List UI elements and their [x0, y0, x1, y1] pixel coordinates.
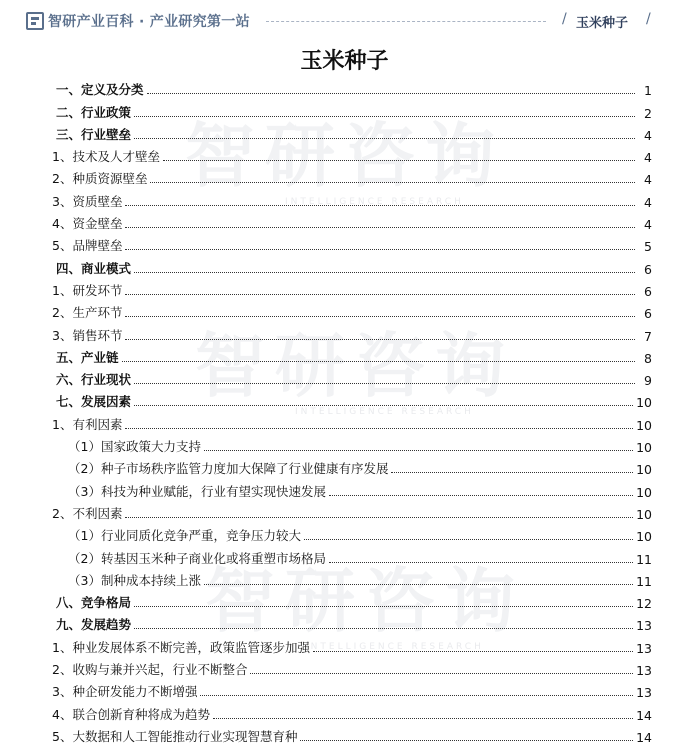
- watermark: 智研咨询 INTELLIGENCE RESEARCH: [185, 115, 505, 207]
- brand-logo-icon: [26, 12, 44, 30]
- toc-dot-leader: [304, 539, 633, 540]
- document-tag: 玉米种子: [576, 16, 629, 31]
- toc-entry[interactable]: [52, 611, 652, 633]
- toc-page-number: 6: [644, 306, 652, 322]
- toc-dot-leader: [125, 316, 635, 317]
- toc-entry[interactable]: [52, 433, 652, 455]
- toc-dot-leader: [134, 628, 633, 629]
- toc-dot-leader: [204, 584, 633, 585]
- toc-entry[interactable]: [52, 366, 652, 388]
- toc-entry-label: 2、种质资源壁垒: [52, 171, 148, 187]
- toc-dot-leader: [134, 383, 635, 384]
- toc-entry[interactable]: [52, 165, 652, 187]
- toc-dot-leader: [329, 495, 633, 496]
- toc-entry[interactable]: [52, 121, 652, 143]
- toc-entry-label: 1、种业发展体系不断完善，政策监管逐步加强: [52, 639, 310, 655]
- toc-dot-leader: [200, 695, 633, 696]
- toc-page-number: 14: [636, 729, 652, 745]
- toc-entry-label: 2、收购与兼并兴起，行业不断整合: [52, 662, 248, 678]
- toc-dot-leader: [147, 93, 635, 94]
- toc-entry[interactable]: [52, 254, 652, 276]
- toc-entry-label: （2）种子市场秩序监管力度加大保障了行业健康有序发展: [68, 461, 389, 477]
- toc-entry-label: 四、商业模式: [56, 260, 132, 276]
- toc-entry-label: 4、资金壁垒: [52, 216, 123, 232]
- toc-page-number: 10: [636, 395, 652, 411]
- page-header: [0, 0, 689, 40]
- toc-entry-label: （3）制种成本持续上涨: [68, 572, 201, 588]
- toc-dot-leader: [134, 272, 635, 273]
- toc-dot-leader: [250, 673, 633, 674]
- toc-page-number: 6: [644, 283, 652, 299]
- toc-dot-leader: [134, 116, 635, 117]
- toc-page-number: 10: [636, 462, 652, 478]
- toc-dot-leader: [134, 138, 635, 139]
- toc-dot-leader: [125, 517, 633, 518]
- toc-page-number: 10: [636, 440, 652, 456]
- toc-entry-label: 1、研发环节: [52, 282, 123, 298]
- watermark: 智研咨询 INTELLIGENCE RESEARCH: [195, 325, 515, 417]
- toc-page-number: 4: [644, 194, 652, 210]
- toc-page-number: 9: [644, 373, 652, 389]
- toc-entry-label: 九、发展趋势: [56, 617, 132, 633]
- toc-entry-label: 二、行业政策: [56, 104, 132, 120]
- toc-entry-label: （2）转基因玉米种子商业化或将重塑市场格局: [68, 550, 326, 566]
- toc-entry-label: 2、生产环节: [52, 305, 123, 321]
- toc-entry[interactable]: [52, 143, 652, 165]
- toc-page-number: 4: [644, 172, 652, 188]
- slash-right: /: [646, 11, 651, 27]
- slash-left: /: [562, 11, 567, 27]
- toc-entry-label: 五、产业链: [56, 349, 119, 365]
- toc-page-number: 6: [644, 261, 652, 277]
- toc-page-number: 10: [636, 417, 652, 433]
- toc-page-number: 13: [636, 685, 652, 701]
- toc-entry-label: （1）国家政策大力支持: [68, 439, 201, 455]
- toc-entry[interactable]: [52, 477, 652, 499]
- toc-page-number: 4: [644, 150, 652, 166]
- toc-entry-label: 5、品牌壁垒: [52, 238, 123, 254]
- toc-entry[interactable]: [52, 210, 652, 232]
- toc-entry[interactable]: [52, 633, 652, 655]
- toc-entry-label: 2、不利因素: [52, 505, 123, 521]
- toc-entry[interactable]: [52, 187, 652, 209]
- toc-entry[interactable]: [52, 567, 652, 589]
- toc-dot-leader: [391, 472, 633, 473]
- toc-dot-leader: [125, 339, 635, 340]
- toc-entry[interactable]: [52, 544, 652, 566]
- toc-entry-label: 4、联合创新育种将成为趋势: [52, 706, 210, 722]
- toc-page-number: 10: [636, 506, 652, 522]
- toc-entry[interactable]: [52, 299, 652, 321]
- toc-page-number: 8: [644, 350, 652, 366]
- toc-entry[interactable]: [52, 277, 652, 299]
- toc-page-number: 13: [636, 663, 652, 679]
- toc-entry[interactable]: [52, 656, 652, 678]
- toc-dot-leader: [150, 182, 635, 183]
- toc-entry[interactable]: [52, 410, 652, 432]
- toc-page-number: 4: [644, 217, 652, 233]
- toc-entry-label: （3）科技为种业赋能，行业有望实现快速发展: [68, 483, 326, 499]
- toc-dot-leader: [125, 205, 635, 206]
- toc-page-number: 10: [636, 529, 652, 545]
- toc-entry[interactable]: [52, 455, 652, 477]
- toc-page-number: 11: [636, 573, 652, 589]
- toc-entry-label: （1）行业同质化竞争严重，竞争压力较大: [68, 528, 301, 544]
- toc-entry[interactable]: [52, 232, 652, 254]
- toc-entry[interactable]: [52, 76, 652, 98]
- toc-entry[interactable]: [52, 589, 652, 611]
- toc-dot-leader: [313, 651, 633, 652]
- toc-entry-label: 5、大数据和人工智能推动行业实现智慧育种: [52, 728, 298, 744]
- toc-entry-label: 一、定义及分类: [56, 82, 144, 98]
- toc-dot-leader: [134, 606, 633, 607]
- toc-entry[interactable]: [52, 522, 652, 544]
- toc-page-number: 2: [644, 105, 652, 121]
- document-title: 玉米种子: [300, 48, 389, 74]
- watermark: 智研咨询 INTELLIGENCE RESEARCH: [205, 560, 525, 652]
- toc-entry-label: 3、销售环节: [52, 327, 123, 343]
- toc-entry[interactable]: [52, 678, 652, 700]
- site-name: 智研产业百科 · 产业研究第一站: [48, 14, 250, 30]
- toc-page-number: 4: [644, 127, 652, 143]
- toc-entry-label: 七、发展因素: [56, 394, 132, 410]
- toc-dot-leader: [125, 227, 635, 228]
- toc-entry[interactable]: [52, 723, 652, 745]
- toc-entry[interactable]: [52, 98, 652, 120]
- toc-entry-label: 三、行业壁垒: [56, 126, 132, 142]
- toc-page-number: 12: [636, 596, 652, 612]
- toc-entry-label: 1、有利因素: [52, 416, 123, 432]
- toc-page-number: 11: [636, 551, 652, 567]
- toc-dot-leader: [134, 405, 633, 406]
- toc-entry-label: 3、资质壁垒: [52, 193, 123, 209]
- toc-dot-leader: [329, 562, 633, 563]
- toc-entry[interactable]: [52, 344, 652, 366]
- toc-dot-leader: [122, 361, 635, 362]
- toc-entry[interactable]: [52, 500, 652, 522]
- table-of-contents: [52, 76, 652, 745]
- toc-dot-leader: [204, 450, 633, 451]
- toc-entry-label: 六、行业现状: [56, 372, 132, 388]
- toc-page-number: 13: [636, 618, 652, 634]
- toc-entry-label: 1、技术及人才壁垒: [52, 149, 160, 165]
- toc-dot-leader: [125, 249, 635, 250]
- toc-page-number: 5: [644, 239, 652, 255]
- toc-page-number: 13: [636, 640, 652, 656]
- toc-page-number: 7: [644, 328, 652, 344]
- toc-dot-leader: [213, 718, 633, 719]
- toc-dot-leader: [163, 160, 635, 161]
- toc-dot-leader: [300, 740, 633, 741]
- toc-page-number: 1: [644, 83, 652, 99]
- toc-entry[interactable]: [52, 388, 652, 410]
- toc-dot-leader: [125, 294, 635, 295]
- toc-dot-leader: [125, 428, 633, 429]
- toc-entry[interactable]: [52, 700, 652, 722]
- header-divider: [266, 21, 546, 22]
- toc-page-number: 10: [636, 484, 652, 500]
- toc-entry-label: 八、竞争格局: [56, 595, 132, 611]
- toc-page-number: 14: [636, 707, 652, 723]
- toc-entry[interactable]: [52, 321, 652, 343]
- toc-entry-label: 3、种企研发能力不断增强: [52, 684, 198, 700]
